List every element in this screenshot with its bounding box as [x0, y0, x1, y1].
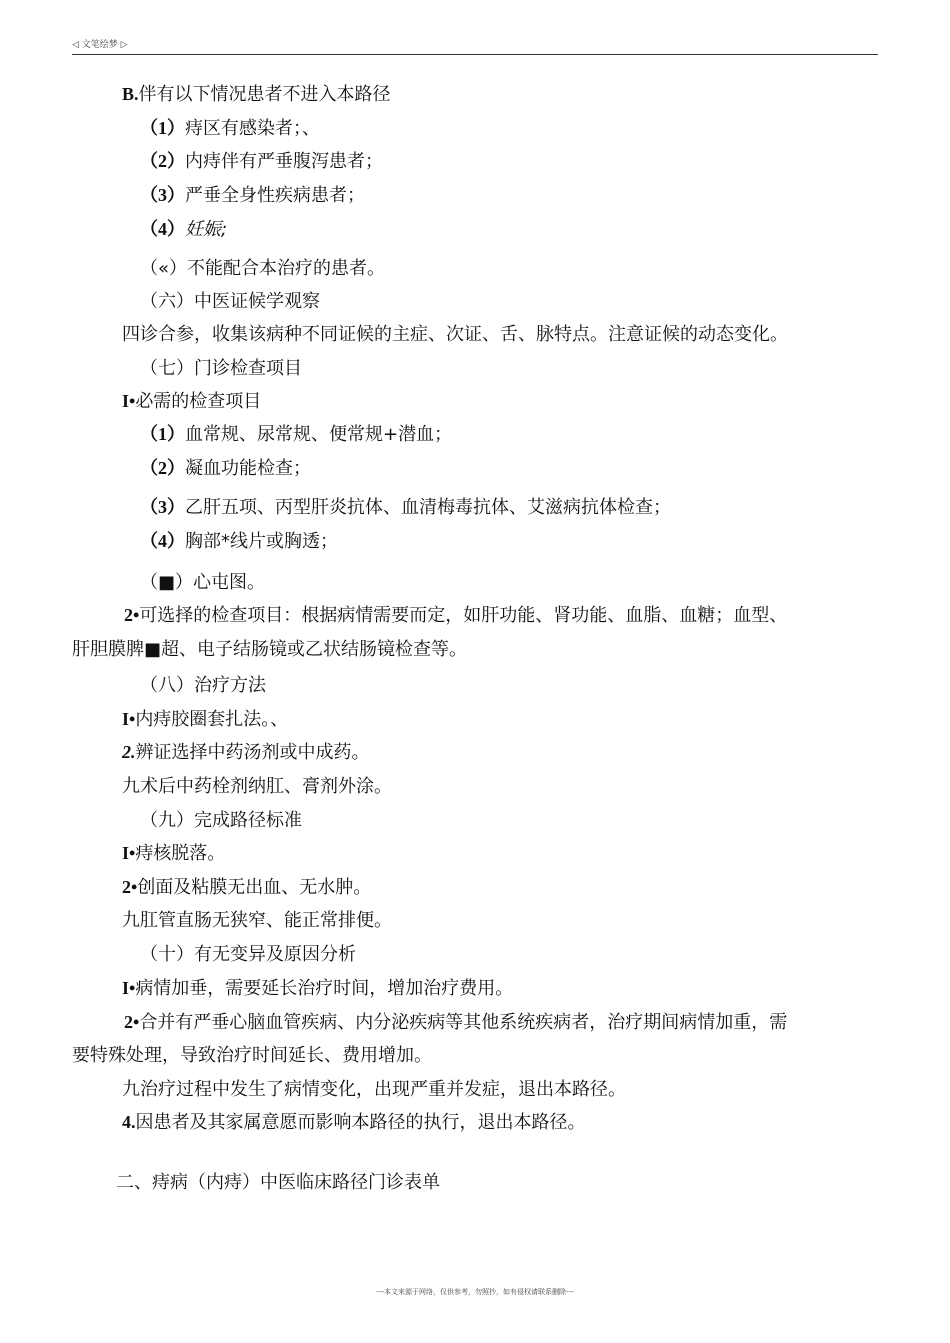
line-text: 病情加垂，需要延长治疗时间，增加治疗费用。 [135, 978, 514, 999]
text-line-26 [122, 976, 513, 1001]
text-line-24 [122, 908, 392, 933]
line-text: 伴有以下情况患者不进入本路径 [138, 84, 391, 105]
line-text: 九肛管直肠无狭窄、能正常排便。 [122, 910, 392, 931]
line-text: （六）中医证候学观察 [140, 291, 320, 312]
line-text: 二、痔病（内痔）中医临床路径门诊表单 [116, 1172, 440, 1193]
text-line-23 [122, 875, 371, 900]
line-text: 必需的检查项目 [135, 391, 262, 412]
line-text: 九治疗过程中发生了病情变化，出现严重并发症，退出本路径。 [122, 1079, 626, 1100]
line-prefix: I• [122, 709, 136, 729]
text-line-29 [122, 1077, 626, 1102]
line-text: 可选择的检查项目：根据病情需要而定，如肝功能、肾功能、血脂、血糖；血型、 [139, 605, 788, 626]
header-text: ◁ 文笔绘梦 ▷ [72, 40, 128, 50]
line-text: 创面及粘膜无出血、无水肿。 [137, 877, 372, 898]
line-prefix: 2• [124, 605, 140, 625]
line-text: 痔核脱落。 [135, 843, 226, 864]
line-text: （九）完成路径标准 [140, 810, 302, 831]
line-text: 胸部*线片或胸透； [185, 531, 338, 552]
text-line-10 [140, 422, 452, 447]
line-text: （■）心屯图。 [140, 572, 266, 593]
text-line-21 [140, 808, 302, 833]
page-header [72, 38, 878, 55]
line-prefix: （4） [140, 219, 185, 239]
section-heading [116, 1170, 440, 1195]
text-line-19 [122, 740, 370, 765]
line-prefix: 2. [122, 742, 136, 762]
line-text: 辨证选择中药汤剂或中成药。 [135, 742, 370, 763]
line-prefix: （1） [140, 424, 185, 444]
text-line-2 [140, 149, 383, 174]
line-prefix: （1） [140, 118, 185, 138]
line-prefix: （3） [140, 497, 185, 517]
page-footer [0, 1287, 950, 1297]
line-text: 肝胆膜脾■超、电子结肠镜或乙状结肠镜检查等。 [72, 639, 468, 660]
line-text: 四诊合参，收集该病种不同证候的主症、次证、舌、脉特点。注意证候的动态变化。 [122, 324, 788, 345]
text-line-28 [72, 1043, 432, 1068]
line-prefix: I• [122, 843, 136, 863]
line-prefix: 2• [124, 1012, 140, 1032]
line-prefix: 2• [122, 877, 138, 897]
line-prefix: I• [122, 978, 136, 998]
text-line-3 [140, 183, 365, 208]
text-line-22 [122, 841, 225, 866]
text-line-4 [140, 217, 227, 242]
line-text: 痔区有感染者；、 [185, 118, 320, 139]
text-line-6 [140, 289, 320, 314]
text-line-7 [122, 322, 788, 347]
text-line-13 [140, 529, 338, 554]
text-line-15 [124, 603, 787, 628]
line-text: 要特殊处理，导致治疗时间延长、费用增加。 [72, 1045, 432, 1066]
line-prefix: B. [122, 84, 139, 104]
text-line-25 [140, 942, 356, 967]
text-line-17 [140, 673, 266, 698]
line-text: 内痔伴有严垂腹泻患者； [185, 151, 383, 172]
line-text: （七）门诊检查项目 [140, 358, 302, 379]
line-text: 内痔胶圈套扎法。、 [135, 709, 289, 730]
text-line-9 [122, 389, 261, 414]
text-line-11 [140, 456, 311, 481]
text-line-12 [140, 495, 671, 520]
text-line-1 [140, 116, 320, 141]
line-text: （十）有无变异及原因分析 [140, 944, 356, 965]
line-text: （八）治疗方法 [140, 675, 266, 696]
line-text: 因患者及其家属意愿而影响本路径的执行，退出本路径。 [135, 1112, 586, 1133]
line-text: 凝血功能检查； [185, 458, 311, 479]
line-text: 严垂全身性疾病患者； [185, 185, 365, 206]
line-prefix: 4. [122, 1112, 136, 1132]
text-line-8 [140, 356, 302, 381]
line-prefix: （2） [140, 458, 185, 478]
text-line-30 [122, 1110, 586, 1135]
line-text: 血常规、尿常规、便常规+潜血； [185, 424, 453, 445]
line-text: 合并有严垂心脑血管疾病、内分泌疾病等其他系统疾病者，治疗期间病情加重，需 [139, 1012, 788, 1033]
text-line-0 [122, 82, 391, 107]
line-text: 乙肝五项、丙型肝炎抗体、血清梅毒抗体、艾滋病抗体检查； [185, 497, 671, 518]
line-prefix: （3） [140, 185, 185, 205]
text-line-18 [122, 707, 288, 732]
line-prefix: （2） [140, 151, 185, 171]
footer-text: ---本文来源于网络，仅供参考，勿照抄，如有侵权请联系删除--- [376, 1288, 574, 1296]
text-line-20 [122, 774, 392, 799]
line-text: 九术后中药栓剂纳肛、膏剂外涂。 [122, 776, 392, 797]
line-text: （«）不能配合本治疗的患者。 [140, 258, 386, 279]
line-prefix: I• [122, 391, 136, 411]
line-prefix: （4） [140, 531, 185, 551]
text-line-27 [124, 1010, 787, 1035]
text-line-16 [72, 637, 467, 662]
line-text: 妊娠; [185, 219, 228, 240]
text-line-5 [140, 256, 385, 281]
text-line-14 [140, 570, 265, 595]
